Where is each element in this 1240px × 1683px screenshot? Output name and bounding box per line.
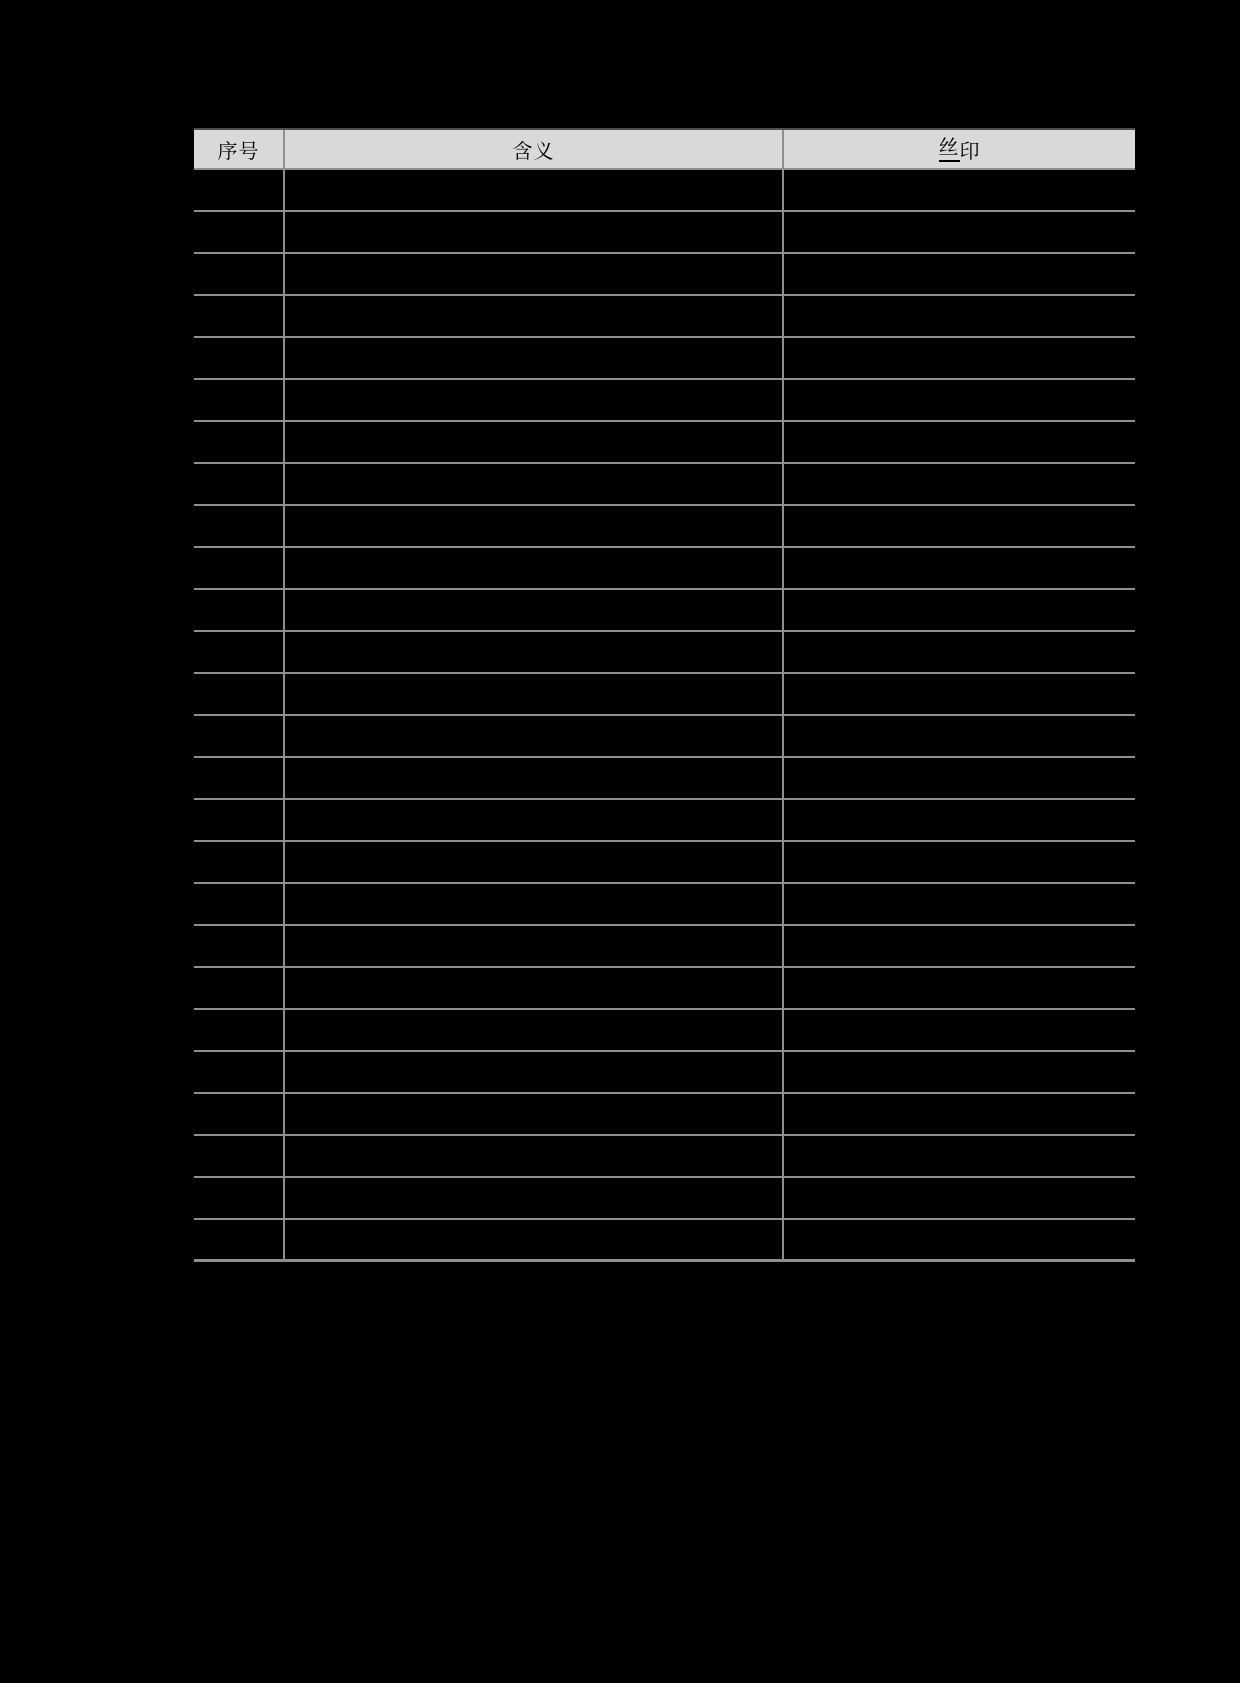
table-cell bbox=[782, 548, 1135, 588]
table-cell bbox=[283, 170, 782, 210]
header-label-meaning: 含义 bbox=[512, 140, 555, 163]
table-cell bbox=[194, 716, 283, 756]
table-cell bbox=[194, 254, 283, 294]
table-cell bbox=[283, 506, 782, 546]
table-cell bbox=[782, 632, 1135, 672]
table-cell bbox=[782, 422, 1135, 462]
table-cell bbox=[283, 338, 782, 378]
table-cell bbox=[782, 254, 1135, 294]
table-cell bbox=[194, 758, 283, 798]
table-row bbox=[194, 590, 1135, 632]
table-cell bbox=[194, 296, 283, 336]
table-cell bbox=[782, 1010, 1135, 1050]
table-cell bbox=[782, 1052, 1135, 1092]
table-cell bbox=[194, 170, 283, 210]
table-header-row bbox=[194, 128, 1135, 170]
table-cell bbox=[194, 674, 283, 714]
table-cell bbox=[782, 590, 1135, 630]
table-cell bbox=[194, 380, 283, 420]
table-cell bbox=[194, 1178, 283, 1218]
table-cell bbox=[283, 1010, 782, 1050]
table-cell bbox=[782, 506, 1135, 546]
table-cell bbox=[283, 1094, 782, 1134]
data-table bbox=[194, 128, 1135, 1262]
table-row bbox=[194, 422, 1135, 464]
table-cell bbox=[782, 758, 1135, 798]
table-cell bbox=[283, 1136, 782, 1176]
table-cell bbox=[283, 674, 782, 714]
table-cell bbox=[194, 1136, 283, 1176]
table-cell bbox=[194, 968, 283, 1008]
table-cell bbox=[283, 380, 782, 420]
table-cell bbox=[782, 968, 1135, 1008]
table-cell bbox=[194, 842, 283, 882]
table-row bbox=[194, 716, 1135, 758]
table-cell bbox=[283, 968, 782, 1008]
table-row bbox=[194, 800, 1135, 842]
header-cell-meaning bbox=[283, 130, 782, 168]
table-cell bbox=[194, 590, 283, 630]
table-cell bbox=[194, 212, 283, 252]
table-cell bbox=[782, 212, 1135, 252]
table-row bbox=[194, 674, 1135, 716]
table-row bbox=[194, 968, 1135, 1010]
table-cell bbox=[782, 380, 1135, 420]
table-cell bbox=[283, 254, 782, 294]
table-row bbox=[194, 632, 1135, 674]
table-row bbox=[194, 1136, 1135, 1178]
table-cell bbox=[283, 548, 782, 588]
table-cell bbox=[283, 926, 782, 966]
table-cell bbox=[283, 884, 782, 924]
table-row bbox=[194, 254, 1135, 296]
table-cell bbox=[194, 884, 283, 924]
table-row bbox=[194, 1094, 1135, 1136]
table-cell bbox=[782, 1220, 1135, 1259]
table-cell bbox=[782, 884, 1135, 924]
table-cell bbox=[283, 1052, 782, 1092]
table-cell bbox=[782, 1178, 1135, 1218]
table-row bbox=[194, 926, 1135, 968]
table-cell bbox=[782, 1094, 1135, 1134]
table-row bbox=[194, 1010, 1135, 1052]
table-cell bbox=[283, 296, 782, 336]
table-row bbox=[194, 884, 1135, 926]
table-row bbox=[194, 170, 1135, 212]
table-cell bbox=[283, 758, 782, 798]
header-label-silkscreen-underlined: 丝 bbox=[939, 137, 960, 162]
table-body bbox=[194, 170, 1135, 1262]
table-cell bbox=[283, 464, 782, 504]
table-cell bbox=[283, 212, 782, 252]
table-cell bbox=[194, 338, 283, 378]
table-cell bbox=[782, 800, 1135, 840]
table-cell bbox=[782, 842, 1135, 882]
header-cell-index bbox=[194, 130, 283, 168]
table-cell bbox=[194, 506, 283, 546]
table-row bbox=[194, 464, 1135, 506]
table-cell bbox=[283, 1220, 782, 1259]
table-cell bbox=[194, 1052, 283, 1092]
table-cell bbox=[283, 422, 782, 462]
table-cell bbox=[782, 296, 1135, 336]
table-row bbox=[194, 212, 1135, 254]
table-cell bbox=[782, 674, 1135, 714]
header-cell-silkscreen bbox=[782, 130, 1135, 168]
table-cell bbox=[782, 170, 1135, 210]
table-cell bbox=[283, 632, 782, 672]
table-cell bbox=[782, 1136, 1135, 1176]
table-row bbox=[194, 758, 1135, 800]
table-cell bbox=[194, 800, 283, 840]
table-cell bbox=[194, 1220, 283, 1259]
table-cell bbox=[283, 590, 782, 630]
table-row bbox=[194, 1178, 1135, 1220]
table-row bbox=[194, 296, 1135, 338]
table-row bbox=[194, 1220, 1135, 1262]
table-cell bbox=[194, 632, 283, 672]
table-cell bbox=[283, 716, 782, 756]
table-cell bbox=[194, 548, 283, 588]
table-cell bbox=[194, 926, 283, 966]
table-cell bbox=[283, 1178, 782, 1218]
table-cell bbox=[194, 464, 283, 504]
table-row bbox=[194, 338, 1135, 380]
table-cell bbox=[782, 338, 1135, 378]
header-label-silkscreen-rest: 印 bbox=[959, 140, 981, 163]
table-cell bbox=[283, 800, 782, 840]
header-label-index: 序号 bbox=[217, 140, 260, 163]
table-row bbox=[194, 506, 1135, 548]
table-cell bbox=[283, 842, 782, 882]
table-cell bbox=[782, 716, 1135, 756]
table-row bbox=[194, 548, 1135, 590]
table-cell bbox=[782, 464, 1135, 504]
table-cell bbox=[194, 1010, 283, 1050]
table-cell bbox=[194, 1094, 283, 1134]
table-row bbox=[194, 1052, 1135, 1094]
table-cell bbox=[194, 422, 283, 462]
table-row bbox=[194, 842, 1135, 884]
table-row bbox=[194, 380, 1135, 422]
table-cell bbox=[782, 926, 1135, 966]
